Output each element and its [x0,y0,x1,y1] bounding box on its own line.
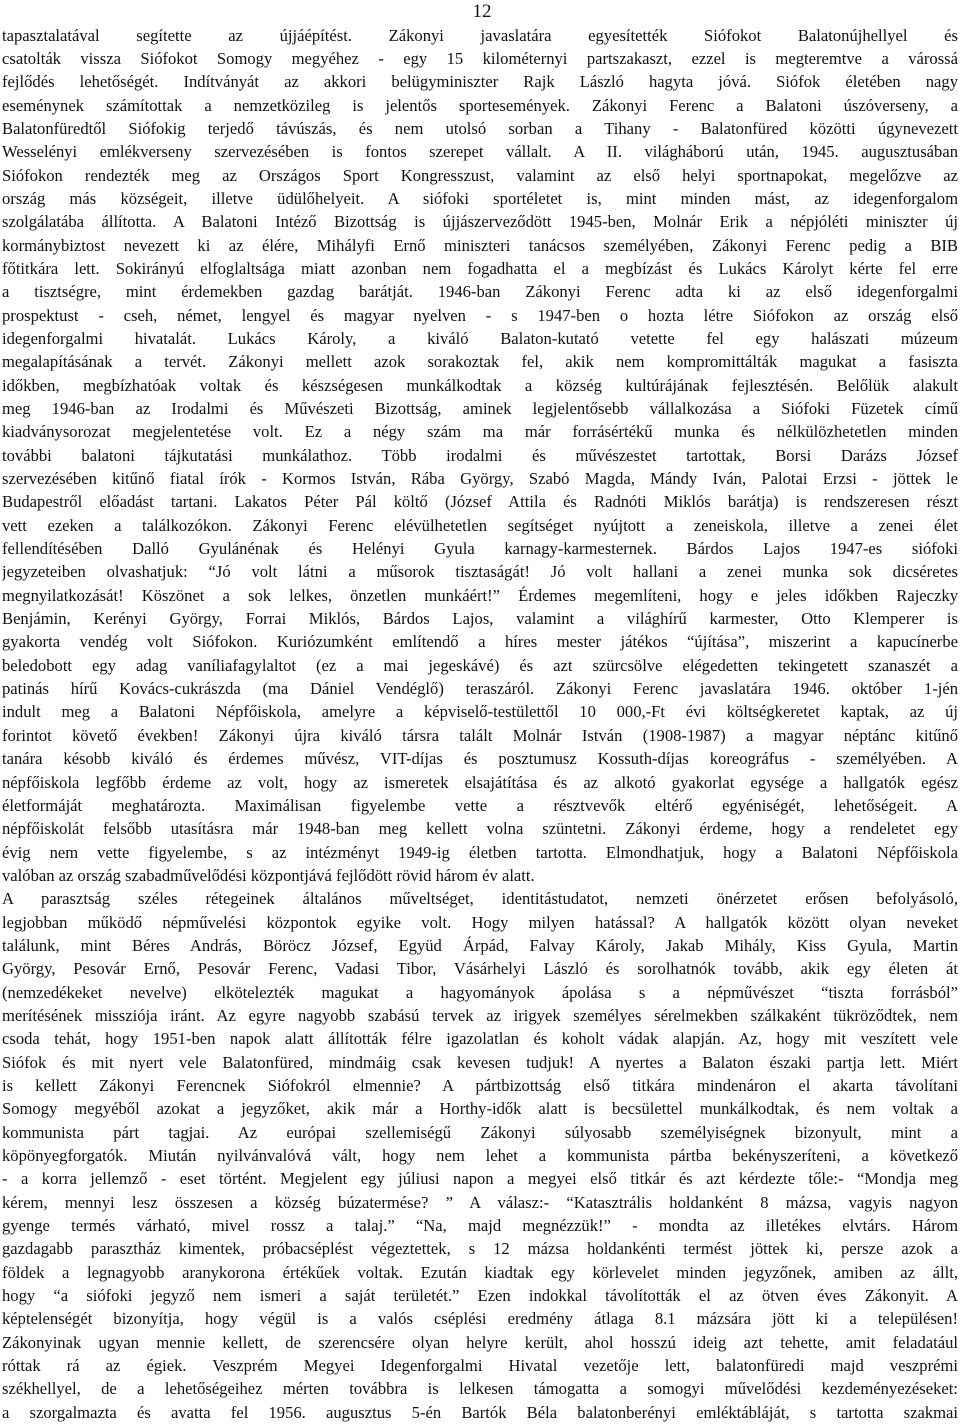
text-line: időkben, megbízhatóak voltak és készségesen munkálkodtak a község kultúrájának fejlesztésén. Belőlük alakult [2,375,958,395]
text-line: róttak rá az égiek. Veszprém Megyei Idegenforgalmi Hivatal vezetője lett, balatonfüredi majd veszprémi [2,1356,958,1376]
text-line: megalapításának a tervét. Zákonyi mellett azok sorakoztak fel, akik nem kompromittálták magukat a fasiszta [2,352,958,372]
text-line: földek a legnagyobb aranykorona értékűek voltak. Ezután kiadtak egy körlevelet minden jegyzőnek, amiben az állt, [2,1262,958,1282]
text-line: képtelenségét bizonyítja, hogy végül is a valós cséplési eredmény átlaga 8.1 mázsára jött ki a településen! [2,1309,958,1329]
text-line: találunk, mint Béres András, Böröcz József, Együd Árpád, Falvay Károly, Jakab Mihály, Kiss Gyula, Martin [2,935,958,955]
text-line: kommunista párt tagjai. Az európai szellemiségű Zákonyi súlyosabb személyiségnek bizonyult, mint a [2,1122,958,1142]
text-line: gazdagabb parasztház kimentek, próbacséplést végeztettek, s 12 mázsa holdankénti termést jöttek ki, persze azok a [2,1239,958,1259]
text-line: György, Pesovár Ernő, Pesovár Ferenc, Vadasi Tibor, Vásárhelyi László és sorolhatnók tovább, akik egy életen át [2,959,958,979]
text-line: népfőiskolát felsőbb utasításra már 1948-ban meg kellett volna szüntetni. Zákonyi érdeme, hogy a rendeletet egy [2,819,958,839]
text-line: Siófok és mit nyert vele Balatonfüred, mindmáig csak kevesen tudjuk! A nyertes a Balaton északi partja lett. Miért [2,1052,958,1072]
text-line: is kellett Zákonyi Ferencnek Siófokról elmennie? A pártbizottság első titkára mindenáron el akarta távolítani [2,1075,958,1095]
text-line: népfőiskola legfőbb érdeme az volt, hogy az ismeretek elsajátítása és az alkotó gyakorlat egysége a hallgatók egész [2,772,958,792]
text-line: csoda tehát, hogy 1951-ben napok alatt állították félre igazolatlan és koholt vádak alapján. Az, hogy mit veszített vele [2,1029,958,1049]
text-line: további balatoni tájkutatási munkálathoz. Több irodalmi és művészestet tartottak, Borsi Darázs József [2,445,958,465]
text-line: vett ezeken a találkozókon. Zákonyi Ferenc elévülhetetlen segítséget nyújtott a zeneiskola, illetve a zenei élet [2,515,958,535]
text-line: Somogy megyéből azokat a jegyzőket, akik már a Horthy-idők alatt is becsülettel munkálkodtak, és nem voltak a [2,1099,958,1119]
text-line: székhellyel, de a lehetőségeihez mérten továbbra is lelkesen támogatta a somogyi művelődési kezdeményezéseket: [2,1379,958,1399]
text-line: kiadványsorozat megjelentetése volt. Ez a négy szám ma már forrásértékű munka és nélkülözhetetlen minden [2,422,958,442]
text-line: Siófokon rendezték meg az Országos Sport Kongresszust, valamint az első helyi sportnapokat, megelőzve az [2,165,958,185]
text-line: a szorgalmazta és avatta fel 1956. augusztus 5-én Bartók Béla balatonberényi emléktábláját, s tartotta szakmai [2,1402,958,1422]
text-line: Benjámin, Kerényi György, Forrai Miklós, Bárdos Lajos, valamint a világhírű karmester, Otto Klemperer is [2,609,958,629]
text-line: tanára késobb kiváló és érdemes művész, VIT-díjas és posztumusz Kossuth-díjas koreográfus - személyében. A [2,749,958,769]
text-line: idegenforgalmi hivatalát. Lukács Károly, a kiváló Balaton-kutató vetette fel egy halászati múzeum [2,328,958,348]
text-line: patinás hírű Kovács-cukrászda (ma Dániel Vendéglő) teraszáról. Zákonyi Ferenc javaslatára 1946. október 1-jén [2,679,958,699]
text-line: a tisztségre, mint érdemekben gazdag barátját. 1946-ban Zákonyi Ferenc adta ki az első idegenforgalmi [2,282,958,302]
text-line: A parasztság széles rétegeinek általános műveltséget, identitástudatot, nemzeti önérzetet erősen befolyásoló, [2,889,958,909]
text-line: megnyilatkozását! Köszönet a sok lelkes, önzetlen munkáért!” Érdemes megemlíteni, hogy e jeles időkben Rajeczky [2,585,958,605]
body-paragraph [2,24,958,1425]
text-line: indult meg a Balatoni Népfőiskola, amelyre a képviselő-testülettől 10 000,-Ft évi költségkeretet kaptak, az új [2,702,958,722]
text-line: jegyzeteiben olvashatjuk: “Jó volt látni a műsorok tisztaságát! Jó volt hallani a zenei munka sok dicséretes [2,562,958,582]
text-line: forintot követő években! Zákonyi újra kiváló társra talált Molnár István (1908-1987) a magyar néptánc kitűnő [2,725,958,745]
text-line: fejlődés lehetőségét. Indítványát az akkori belügyminiszter Rajk László hagyta jóvá. Siófok életében nagy [2,72,958,92]
text-line: csatolták vissza Siófokot Somogy megyéhez - egy 15 kilométernyi partszakaszt, ezzel is megteremtve a várossá [2,48,958,68]
text-line: tapasztalatával segítette az újjáépítést. Zákonyi javaslatára egyesítették Siófokot Balatonújhellyel és [2,25,958,45]
text-line: ország más községeit, illetve üdülőhelyeit. A siófoki sportéletet is, mint minden mást, az idegenforgalom [2,188,958,208]
text-line: eseménynek számítottak a nemzetközileg is jelentős sportesemények. Zákonyi Ferenc a Balatoni úszóverseny, a [2,95,958,115]
text-line: beledobott egy adag vaníliafagylaltot (ez a mai jegeskávé) és azt szürcsölve elégedetten tekingetett szanaszét a [2,655,958,675]
text-line: gyakorta vendég volt Siófokon. Kuriózumként említendő a híres mester játékos “újítása”, miszerint a kapucínerbe [2,632,958,652]
text-line: hogy “a siófoki jegyző nem ismeri a saját területét.” Ezen indokkal távolították el az ötven éves Zákonyit. A [2,1286,958,1306]
text-line: Balatonfüredtől Siófokig terjedő távúszás, és nem utolsó sorban a Tihany - Balatonfüred közötti úgynevezett [2,118,958,138]
text-line: meg 1946-ban az Irodalmi és Művészeti Bizottság, aminek legjelentősebb vállalkozása a Siófoki Füzetek című [2,399,958,418]
text-line: (nemzedékeket nevelve) elkötelezték magukat a hagyományok ápolása s a népművészet “tiszta forrásból” [2,982,958,1002]
text-line: valóban az ország szabadművelődési központjává fejlődött rövid három év alatt. [2,865,535,885]
text-line: kérem, mennyi lesz összesen a község búzatermése? ” A válasz:- “Katasztrális holdanként 8 mázsa, vagyis nagyon [2,1192,958,1212]
text-line: évig nem vette figyelembe, s az intézményt 1949-ig életben tartotta. Elmondhatjuk, hogy a Balatoni Népfőiskola [2,842,958,862]
text-line: Wesselényi emlékverseny szervezésében is fontos szerepet vállalt. A II. világháború után, 1945. augusztusában [2,142,958,162]
page-number: 12 [472,1,492,22]
text-line: - a korra jellemző - eset történt. Megjelent egy júliusi napon a megyei első titkár és azt kérdezte tőle:- “Mondja meg [2,1169,958,1189]
text-line: prospektust - cseh, német, lengyel és magyar nyelven - s 1947-ben o hozta létre Siófokon az ország első [2,305,958,325]
text-line: gyenge termés várható, mivel rossz a talaj.” “Na, majd megnézzük!” - mondta az illetékes elvtárs. Három [2,1216,958,1236]
text-line: Zákonyinak ugyan mennie kellett, de szerencsére olyan helyre került, ahol hosszú ideig azt tehette, amit feladatául [2,1332,958,1352]
text-line: főtitkára lett. Sokirányú elfoglaltsága miatt azonban nem fogadhatta el a megbízást és Lukács Károlyt kérte fel erre [2,258,958,278]
text-line: merítésének missziója iránt. Az egyre nagyobb szabású tervek az irigyek személyes sérelmekben szálkaként tükröződtek, nem [2,1005,958,1025]
text-line: szervezésében kitűnő fiatal írók - Kormos István, Rába György, Szabó Magda, Mándy Iván, Palotai Erzsi - jöttek le [2,469,958,489]
text-line: életformáját meghatározta. Maximálisan figyelembe vette a résztvevők eltérő egyéniségét, lehetőségeit. A [2,795,958,815]
text-line: köpönyegforgatók. Miután nyilvánvalóvá vált, hogy nem lehet a kommunista pártba bekényszeríteni, a következő [2,1146,958,1165]
text-line: kormánybiztost nevezett ki az élére, Mihályfi Ernő miniszteri tanácsos személyében, Zákonyi Ferenc pedig a BIB [2,235,958,255]
text-line: fellendítésében Dalló Gyulánénak és Helényi Gyula karnagy-karmesternek. Bárdos Lajos 1947-es siófoki [2,539,958,559]
text-line: legjobban működő népművelési központok egyike volt. Hogy milyen hatással? A hallgatók között olyan neveket [2,912,958,932]
text-line: szolgálatába állította. A Balatoni Intéző Bizottság is újjászerveződött 1945-ben, Molnár Erik a népjóléti miniszter új [2,212,958,232]
text-line: Budapestről előadást tartani. Lakatos Péter Pál költő (József Attila és Radnóti Miklós barátja) is rendszeresen részt [2,492,958,512]
